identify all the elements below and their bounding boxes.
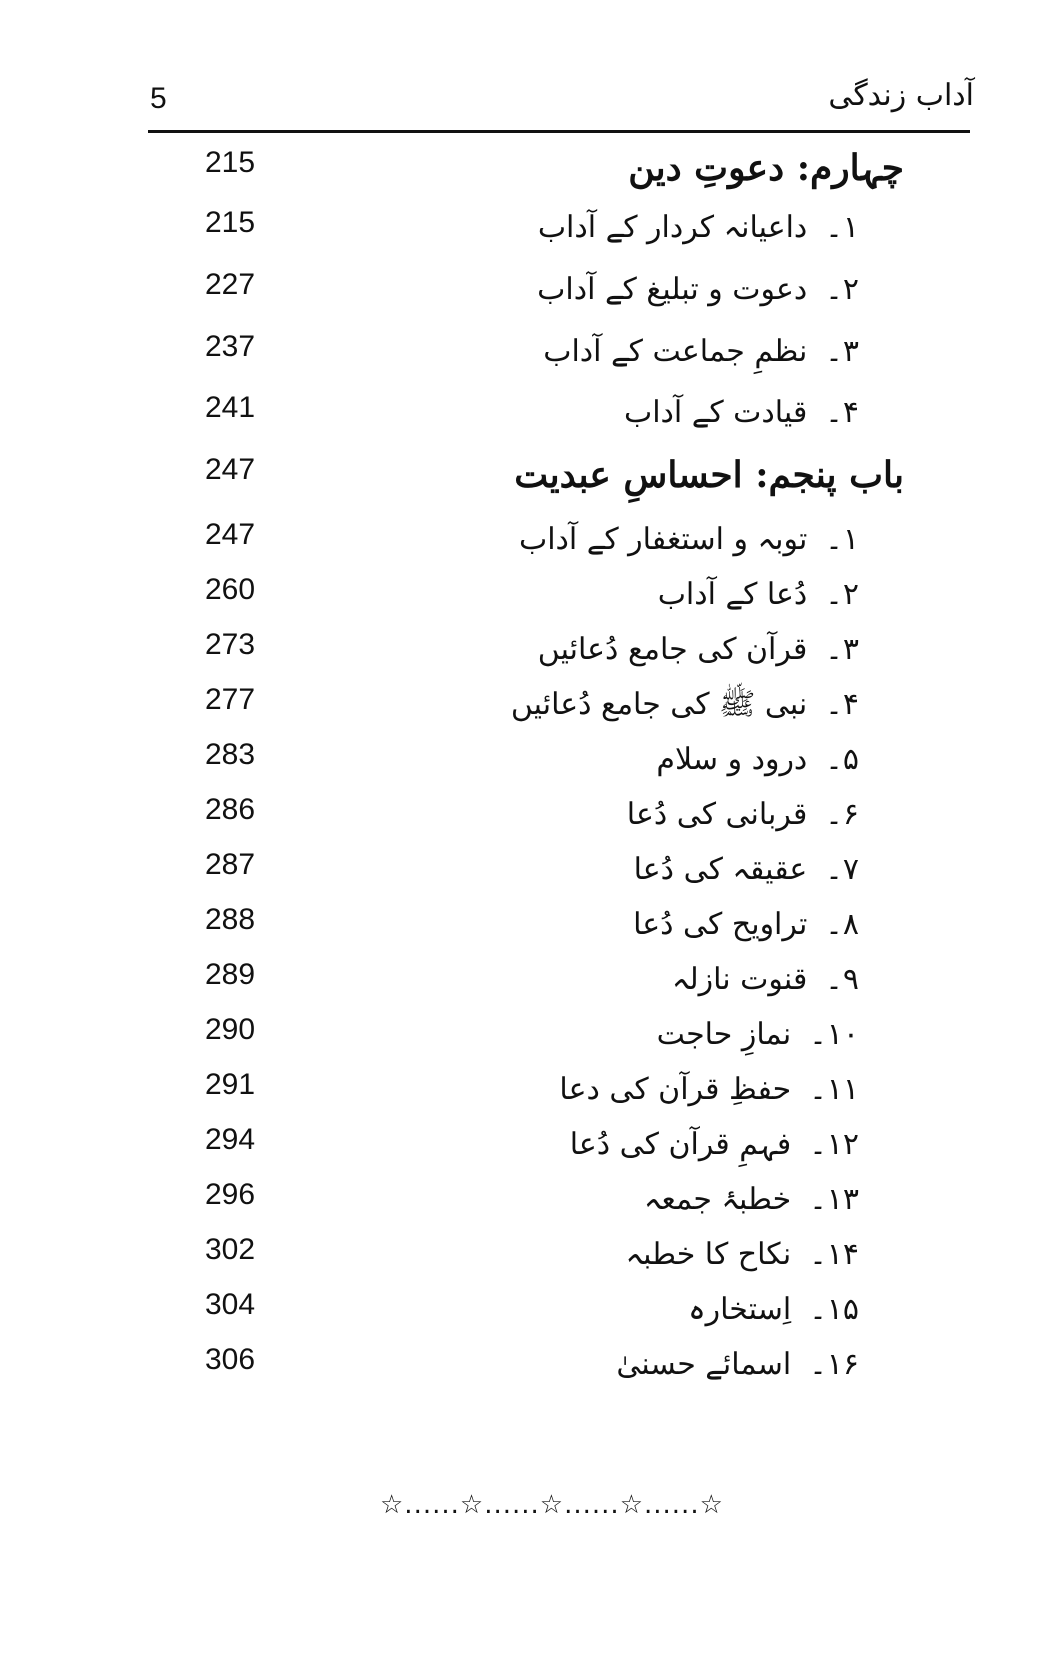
toc-title: نمازِ حاجت: [656, 1017, 792, 1052]
toc-item: [0, 680, 1039, 740]
toc-title: باب پنجم: احساسِ عبدیت: [514, 454, 904, 496]
toc-title: داعیانہ کردار کے آداب: [537, 210, 808, 245]
toc-index: ۱۰۔: [809, 1017, 859, 1052]
toc-index: ۳۔: [825, 334, 859, 369]
page-number: 5: [150, 82, 167, 115]
toc-item: [0, 625, 1039, 685]
toc-title: اِستخارہ: [688, 1292, 792, 1327]
toc-entry: [519, 515, 859, 565]
toc-item: [0, 203, 1039, 263]
toc-entry: [538, 625, 859, 675]
toc-index: ۶۔: [825, 797, 859, 832]
toc-index: ۱۔: [825, 522, 859, 557]
toc-item: [0, 1175, 1039, 1235]
toc-title: تراویح کی دُعا: [633, 907, 808, 942]
toc-entry: [559, 1065, 859, 1115]
toc-item: [0, 1010, 1039, 1070]
toc-item: [0, 1065, 1039, 1125]
toc-entry: [633, 900, 859, 950]
toc-item: [0, 1285, 1039, 1345]
toc-item: [0, 570, 1039, 630]
toc-entry: [627, 790, 859, 840]
toc-index: ۳۔: [825, 632, 859, 667]
toc-index: ۱۵۔: [809, 1292, 859, 1327]
toc-page-number: 241: [205, 391, 256, 424]
toc-entry: [625, 1230, 859, 1280]
toc-page-number: 289: [205, 958, 256, 991]
toc-title: خطبۂ جمعہ: [643, 1182, 792, 1217]
toc-heading: [0, 143, 1039, 203]
toc-page-number: 277: [205, 683, 256, 716]
toc-item: [0, 845, 1039, 905]
toc-page-number: 215: [205, 206, 256, 239]
toc-page-number: 290: [205, 1013, 256, 1046]
toc-title: نکاح کا خطبہ: [625, 1237, 792, 1272]
toc-title: نبی ﷺ کی جامع دُعائیں: [510, 687, 808, 722]
toc-title: چہارم: دعوتِ دین: [628, 147, 904, 189]
toc-page-number: 215: [205, 146, 256, 179]
toc-entry: [543, 327, 859, 377]
toc-index: ۸۔: [825, 907, 859, 942]
toc-item: [0, 1340, 1039, 1400]
toc-page-number: 304: [205, 1288, 256, 1321]
book-title: آداب زندگی: [828, 78, 974, 113]
toc-index: ۲۔: [825, 577, 859, 612]
toc-index: ۴۔: [825, 687, 859, 722]
toc-index: ۵۔: [825, 742, 859, 777]
toc-title: دُعا کے آداب: [657, 577, 808, 612]
toc-entry: [657, 1010, 859, 1060]
toc-page-number: 291: [205, 1068, 256, 1101]
toc-title: توبہ و استغفار کے آداب: [518, 522, 808, 557]
toc-item: [0, 1120, 1039, 1180]
toc-index: ۱۴۔: [809, 1237, 859, 1272]
toc-page-number: 227: [205, 268, 256, 301]
toc-index: ۷۔: [825, 852, 859, 887]
toc-page-number: 247: [205, 518, 256, 551]
toc-item: [0, 955, 1039, 1015]
toc-item: [0, 790, 1039, 850]
toc-title: درود و سلام: [656, 742, 808, 777]
toc-entry: [514, 450, 904, 500]
toc-index: ۱۳۔: [809, 1182, 859, 1217]
toc-page-number: 247: [205, 453, 256, 486]
toc-page-number: 294: [205, 1123, 256, 1156]
toc-heading: [0, 450, 1039, 510]
footer-ornament: ☆......☆......☆......☆......☆: [380, 1490, 724, 1520]
toc-index: ۱۱۔: [809, 1072, 859, 1107]
toc-index: ۱۶۔: [809, 1347, 859, 1382]
toc-entry: [511, 680, 859, 730]
toc-entry: [570, 1120, 859, 1170]
toc-page-number: 306: [205, 1343, 256, 1376]
toc-page-number: 283: [205, 738, 256, 771]
toc-item: [0, 327, 1039, 387]
toc-item: [0, 1230, 1039, 1290]
toc-title: دعوت و تبلیغ کے آداب: [537, 272, 808, 307]
toc-title: نظمِ جماعت کے آداب: [543, 334, 808, 369]
toc-title: قیادت کے آداب: [623, 395, 808, 430]
toc-entry: [537, 265, 859, 315]
toc-page-number: 288: [205, 903, 256, 936]
toc-entry: [644, 1175, 859, 1225]
toc-index: ۱۔: [825, 210, 859, 245]
toc-entry: [624, 388, 859, 438]
toc-entry: [634, 845, 859, 895]
toc-entry: [656, 735, 859, 785]
toc-index: ۴۔: [825, 395, 859, 430]
toc-page-number: 302: [205, 1233, 256, 1266]
toc-title: قنوت نازلہ: [671, 962, 808, 997]
toc-title: قربانی کی دُعا: [626, 797, 808, 832]
toc-index: ۹۔: [825, 962, 859, 997]
toc-entry: [616, 1340, 859, 1390]
toc-page-number: 296: [205, 1178, 256, 1211]
toc-title: قرآن کی جامع دُعائیں: [537, 632, 808, 667]
toc-title: اسمائے حسنیٰ: [616, 1347, 792, 1382]
toc-entry: [688, 1285, 859, 1335]
toc-index: ۲۔: [825, 272, 859, 307]
toc-item: [0, 735, 1039, 795]
toc-title: حفظِ قرآن کی دعا: [559, 1072, 792, 1107]
toc-item: [0, 265, 1039, 325]
toc-page-number: 273: [205, 628, 256, 661]
toc-index: ۱۲۔: [809, 1127, 859, 1162]
toc-page-number: 286: [205, 793, 256, 826]
toc-entry: [628, 143, 904, 193]
toc-entry: [672, 955, 859, 1005]
toc-page-number: 260: [205, 573, 256, 606]
toc-entry: [538, 203, 859, 253]
toc-page-number: 237: [205, 330, 256, 363]
toc-title: عقیقہ کی دُعا: [633, 852, 808, 887]
toc-entry: [658, 570, 859, 620]
toc-item: [0, 388, 1039, 448]
toc-title: فہمِ قرآن کی دُعا: [569, 1127, 792, 1162]
toc-item: [0, 515, 1039, 575]
toc-page-number: 287: [205, 848, 256, 881]
toc-item: [0, 900, 1039, 960]
